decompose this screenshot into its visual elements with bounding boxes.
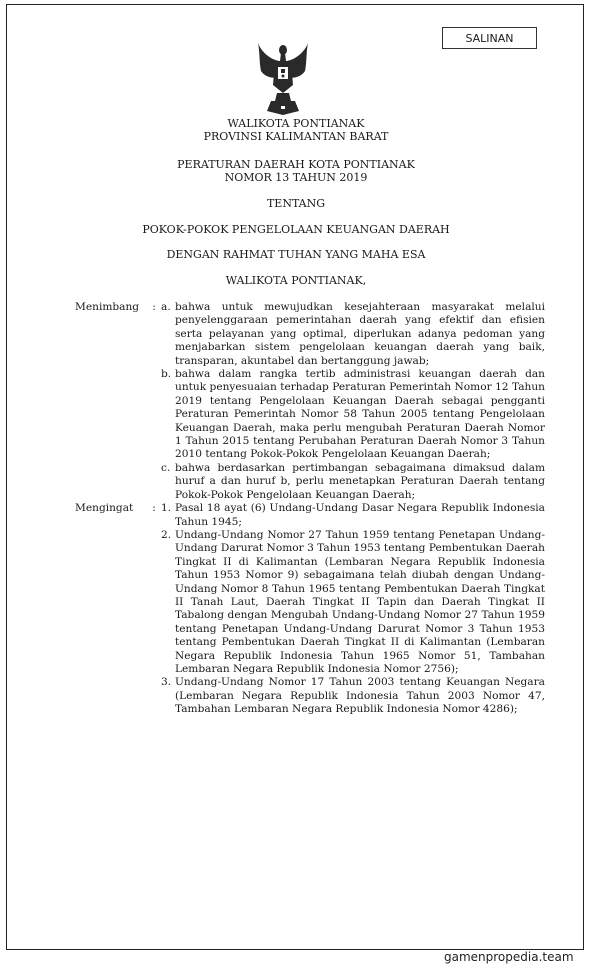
mengingat-label: Mengingat [75,502,134,515]
item-marker: a. [161,301,171,313]
list-item [161,502,545,529]
salinan-stamp: SALINAN [442,27,537,49]
item-marker: 3. [161,676,172,689]
list-item [161,301,545,368]
header-line-2: PROVINSI KALIMANTAN BARAT [203,130,389,143]
item-marker: 2. [161,528,172,541]
item-text: Pasal 18 ayat (6) Undang-Undang Dasar Negara Republik Indonesia Tahun 1945; [175,502,545,528]
mengingat-list [161,502,545,717]
list-item [161,676,545,716]
tentang-label: TENTANG [266,197,326,210]
menimbang-label: Menimbang [75,301,140,313]
menimbang-list [161,301,545,502]
garuda-emblem-icon [257,41,309,115]
item-text: bahwa berdasarkan pertimbangan sebagaimana dimaksud dalam huruf a dan huruf b, perlu menetapkan Peraturan Daerah tentang Pokok-Pokok Pengelolaan Keuangan Daerah; [175,461,545,501]
mengingat-colon: : [152,502,156,515]
regulation-title: PERATURAN DAERAH KOTA PONTIANAK [177,158,415,171]
item-text: Undang-Undang Nomor 27 Tahun 1959 tentang Penetapan Undang-Undang Darurat Nomor 3 Tahun 1953 tentang Pembentukan Daerah Tingkat II di Kalimantan (Lembaran Negara Republik Indonesia Tahun 1953 Nomor 9) sebagaimana telah diubah dengan Undang-Undang Nomor 8 Tahun 1965 tentang Pembentukan Daerah Tingkat II Tanah Laut, Daerah Tingkat II Tapin dan Daerah Tingkat II Tabalong dengan Mengubah Undang-Undang Nomor 27 Tahun 1959 tentang Penetapan Undang-Undang Darurat Nomor 3 Tahun 1953 tentang Pembentukan Daerah Tingkat II di Kalimantan (Lembaran Negara Republik Indonesia Tahun 1965 Nomor 51, Tambahan Lembaran Negara Republik Indonesia Nomor 2756); [175,528,545,675]
item-text: bahwa dalam rangka tertib administrasi keuangan daerah dan untuk penyesuaian terhadap Peraturan Pemerintah Nomor 12 Tahun 2019 tentang Pengelolaan Keuangan Daerah sebagai pengganti Peraturan Pemerintah Nomor 58 Tahun 2005 tentang Pengelolaan Keuangan Daerah, maka perlu mengubah Peraturan Daerah Nomor 1 Tahun 2015 tentang Perubahan Peraturan Daerah Nomor 3 Tahun 2010 tentang Pokok-Pokok Pengelolaan Keuangan Daerah; [175,368,545,461]
mengingat-section [75,502,545,717]
list-item [161,462,545,502]
list-item [161,529,545,676]
regulation-number: NOMOR 13 TAHUN 2019 [224,171,368,184]
header-line-1: WALIKOTA PONTIANAK [227,117,365,130]
document-page [6,4,584,950]
walikota-line: WALIKOTA PONTIANAK, [225,274,367,287]
menimbang-colon: : [152,301,156,313]
regulation-subject: POKOK-POKOK PENGELOLAAN KEUANGAN DAERAH [142,223,450,236]
item-text: Undang-Undang Nomor 17 Tahun 2003 tentang Keuangan Negara (Lembaran Negara Republik Indonesia Tahun 2003 Nomor 47, Tambahan Lembaran Negara Republik Indonesia Nomor 4286); [175,676,545,716]
watermark-text: gamenpropedia.team [444,950,574,964]
item-marker: b. [161,368,172,381]
item-text: bahwa untuk mewujudkan kesejahteraan masyarakat melalui penyelenggaraan pemerintahan daerah yang efektif dan efisien serta pelayanan yang optimal, diperlukan adanya pedoman yang menjabarkan sistem pengelolaan keuangan daerah yang baik, transparan, akuntabel dan bertanggung jawab; [175,301,545,367]
menimbang-section [75,301,545,502]
rahmat-line: DENGAN RAHMAT TUHAN YANG MAHA ESA [166,248,426,261]
item-marker: c. [161,461,171,474]
document-body [75,301,545,717]
item-marker: 1. [161,502,172,515]
list-item [161,368,545,462]
